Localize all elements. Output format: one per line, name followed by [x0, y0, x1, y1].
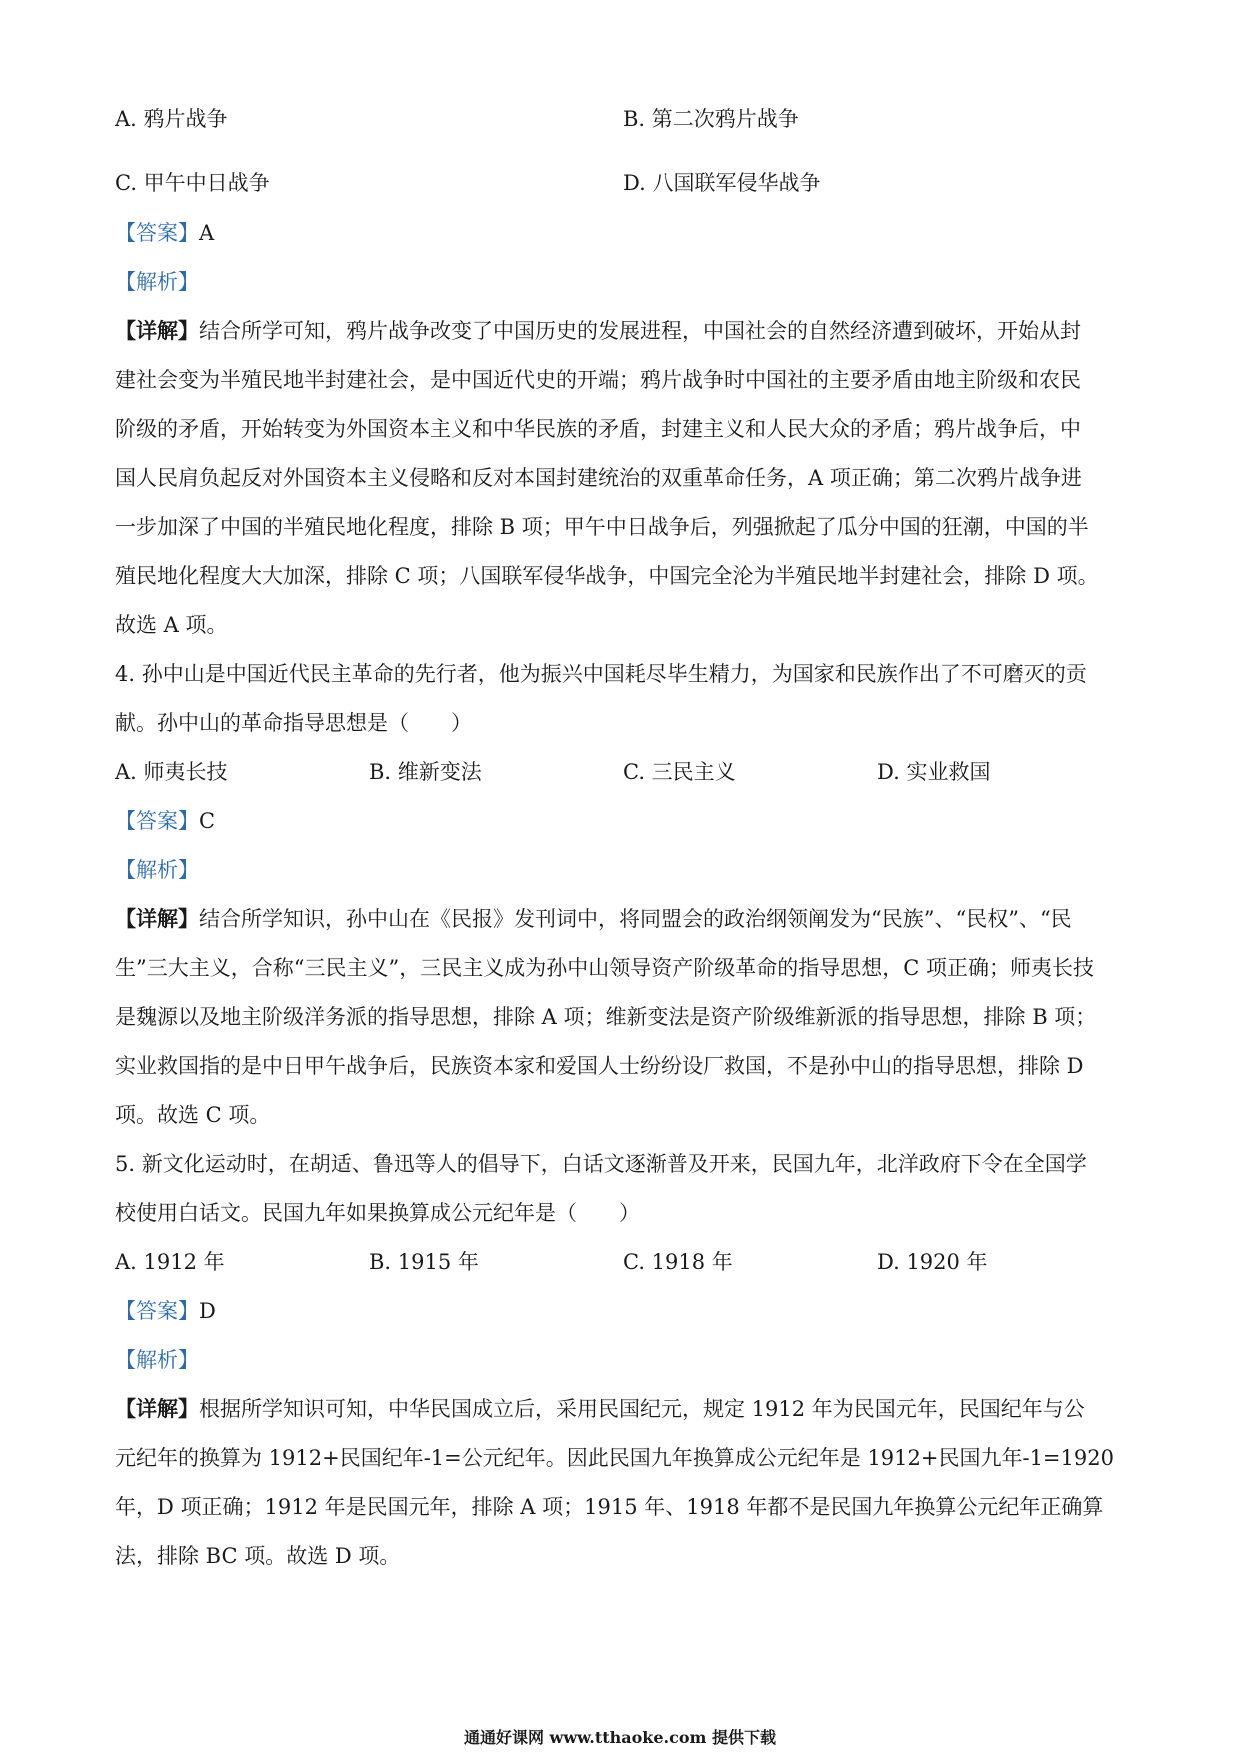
q5-detail-line-4: 法，排除 BC 项。故选 D 项。 — [115, 1544, 401, 1568]
q4-detail-line-4: 实业救国指的是中日甲午战争后，民族资本家和爱国人士纷纷设厂救国，不是孙中山的指导思想，排除 D — [115, 1054, 1084, 1078]
q5-stem-line-1: 5. 新文化运动时，在胡适、鲁迅等人的倡导下，白话文逐渐普及开来，民国九年，北洋政府下令在全国学 — [115, 1152, 1087, 1176]
detail-text: 结合所学可知，鸦片战争改变了中国历史的发展进程，中国社会的自然经济遭到破坏，开始从封 — [199, 319, 1081, 343]
answer-value: A — [199, 221, 215, 245]
q3-detail-line-3: 阶级的矛盾，开始转变为外国资本主义和中华民族的矛盾，封建主义和人民大众的矛盾；鸦片战争后，中 — [115, 417, 1081, 441]
detail-text: 根据所学知识可知，中华民国成立后，采用民国纪元，规定 1912 年为民国元年，民国纪年与公 — [199, 1397, 1085, 1421]
q3-detail-line-5: 一步加深了中国的半殖民地化程度，排除 B 项；甲午中日战争后，列强掀起了瓜分中国的狂潮，中国的半 — [115, 515, 1089, 539]
detail-tag: 【详解】 — [115, 318, 199, 343]
detail-tag: 【详解】 — [115, 906, 199, 931]
analysis-tag: 【解析】 — [115, 858, 199, 882]
q3-option-c: C. 甲午中日战争 — [115, 171, 270, 195]
q3-answer — [115, 218, 214, 248]
q5-answer — [115, 1296, 216, 1326]
q3-detail-line-1 — [115, 316, 1081, 346]
q3-detail-line-6: 殖民地化程度大大加深，排除 C 项；八国联军侵华战争，中国完全沦为半殖民地半封建社会，排除 D 项。 — [115, 564, 1099, 588]
q5-detail-line-2: 元纪年的换算为 1912+民国纪年-1=公元纪年。因此民国九年换算成公元纪年是 1912+民国九年-1=1920 — [115, 1446, 1114, 1470]
q5-stem-line-2: 校使用白话文。民国九年如果换算成公元纪年是（ ） — [115, 1201, 640, 1225]
q4-option-b: B. 维新变法 — [369, 760, 482, 784]
q5-option-d: D. 1920 年 — [877, 1250, 988, 1274]
q4-stem-line-1: 4. 孙中山是中国近代民主革命的先行者，他为振兴中国耗尽毕生精力，为国家和民族作出了不可磨灭的贡 — [115, 662, 1087, 686]
q4-detail-line-1 — [115, 904, 1072, 934]
q4-option-a: A. 师夷长技 — [115, 760, 228, 784]
q3-detail-line-7: 故选 A 项。 — [115, 613, 228, 637]
q5-detail-line-3: 年，D 项正确；1912 年是民国元年，排除 A 项；1915 年、1918 年都不是民国九年换算公元纪年正确算 — [115, 1495, 1104, 1519]
answer-tag: 【答案】 — [115, 1299, 199, 1323]
q3-option-d: D. 八国联军侵华战争 — [623, 171, 821, 195]
answer-tag: 【答案】 — [115, 809, 199, 833]
q5-option-c: C. 1918 年 — [623, 1250, 733, 1274]
q3-detail-line-2: 建社会变为半殖民地半封建社会，是中国近代史的开端；鸦片战争时中国社的主要矛盾由地主阶级和农民 — [115, 368, 1081, 392]
q4-detail-line-3: 是魏源以及地主阶级洋务派的指导思想，排除 A 项；维新变法是资产阶级维新派的指导思想，排除 B 项； — [115, 1005, 1097, 1029]
q4-detail-line-5: 项。故选 C 项。 — [115, 1103, 271, 1127]
q5-option-a: A. 1912 年 — [115, 1250, 225, 1274]
detail-tag: 【详解】 — [115, 1396, 199, 1421]
q5-analysis — [115, 1345, 199, 1375]
analysis-tag: 【解析】 — [115, 270, 199, 294]
analysis-tag: 【解析】 — [115, 1348, 199, 1372]
q3-option-b: B. 第二次鸦片战争 — [623, 107, 799, 131]
answer-value: D — [199, 1299, 216, 1323]
answer-value: C — [199, 809, 216, 833]
q5-detail-line-1 — [115, 1394, 1085, 1424]
answer-tag: 【答案】 — [115, 221, 199, 245]
q3-analysis — [115, 267, 199, 297]
detail-text: 结合所学知识，孙中山在《民报》发刊词中，将同盟会的政治纲领阐发为“民族”、“民权”、“民 — [199, 907, 1072, 931]
q3-detail-line-4: 国人民肩负起反对外国资本主义侵略和反对本国封建统治的双重革命任务，A 项正确；第二次鸦片战争进 — [115, 466, 1082, 490]
q4-answer — [115, 806, 215, 836]
q3-option-a: A. 鸦片战争 — [115, 107, 228, 131]
q4-option-d: D. 实业救国 — [877, 760, 991, 784]
q5-option-b: B. 1915 年 — [369, 1250, 479, 1274]
q4-stem-line-2: 献。孙中山的革命指导思想是（ ） — [115, 711, 472, 735]
page-footer: 通通好课网 www.tthaoke.com 提供下载 — [463, 1728, 777, 1747]
q4-option-c: C. 三民主义 — [623, 760, 736, 784]
q4-detail-line-2: 生”三大主义，合称“三民主义”，三民主义成为孙中山领导资产阶级革命的指导思想，C 项正确；师夷长技 — [115, 956, 1094, 980]
q4-analysis — [115, 855, 199, 885]
